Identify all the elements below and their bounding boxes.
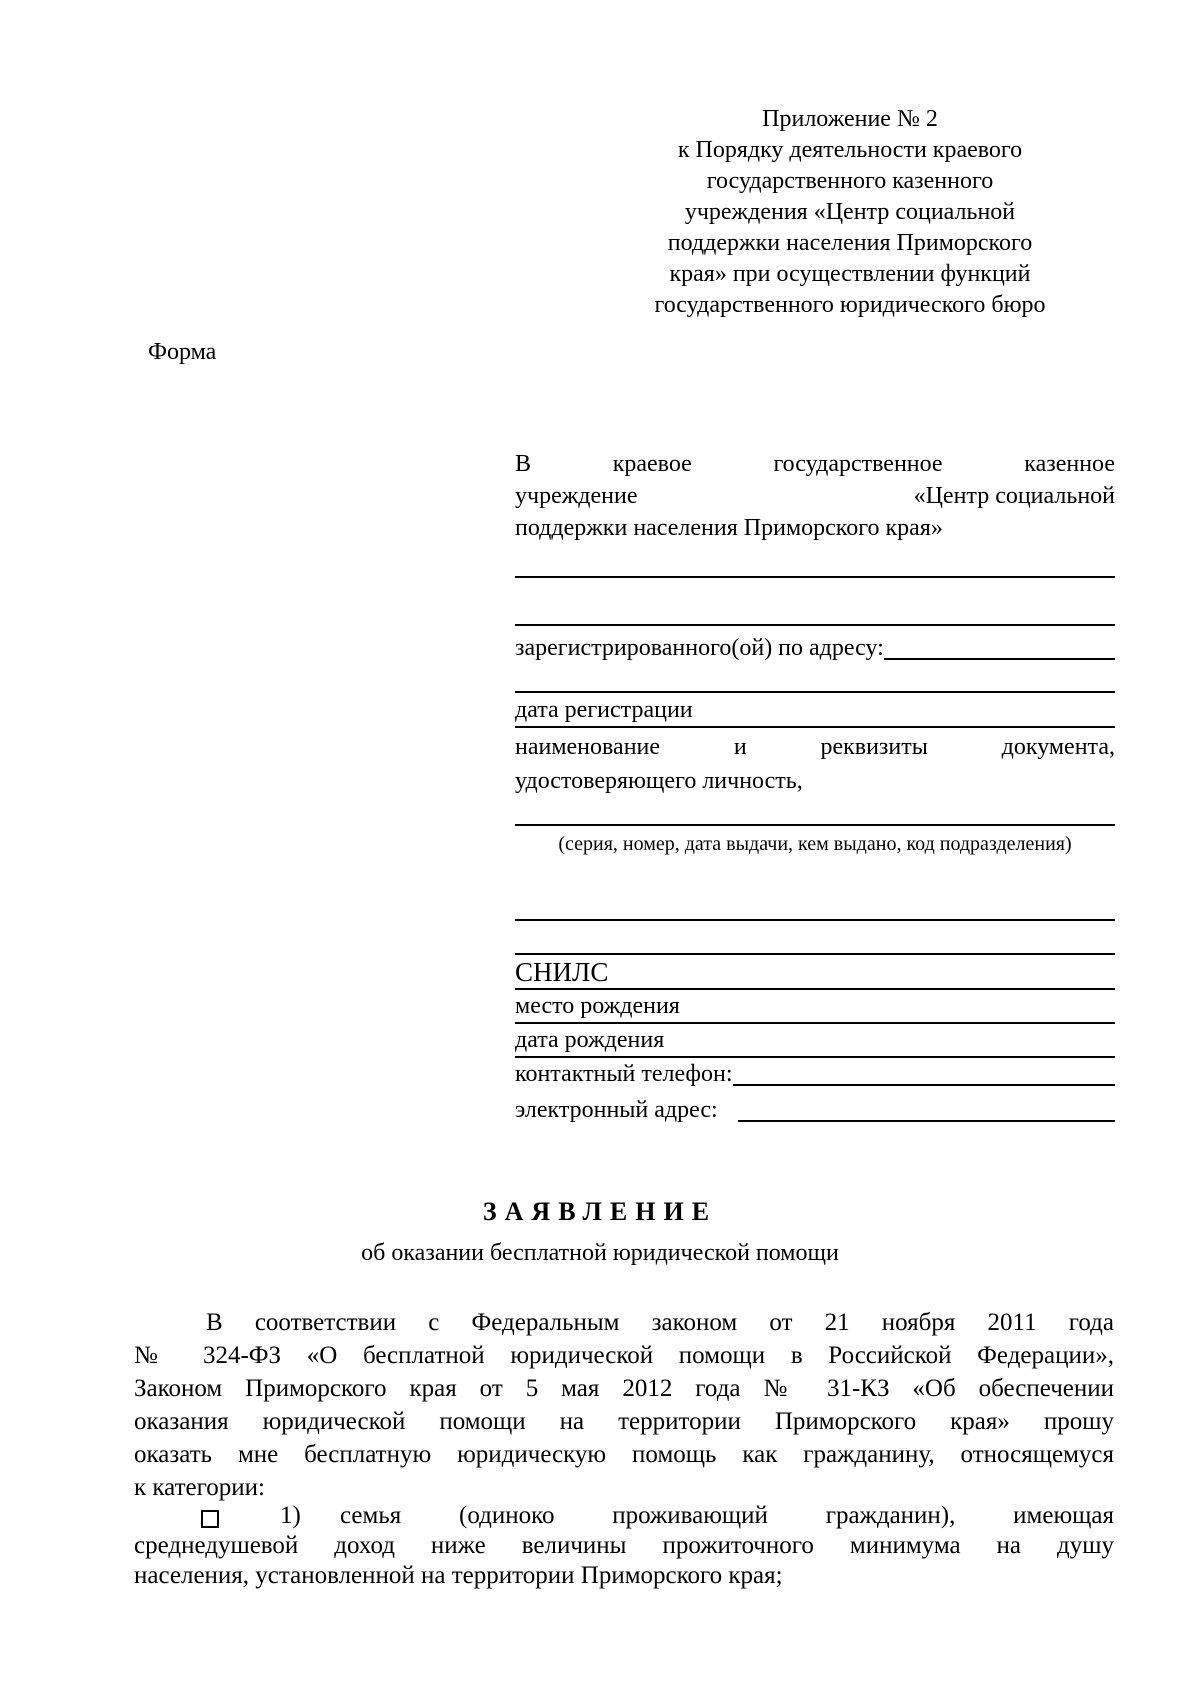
registered-address-field[interactable]: зарегистрированного(ой) по адресу: xyxy=(515,632,1115,664)
birth-date-label: дата рождения xyxy=(515,1027,665,1053)
appendix-line: Приложение № 2 xyxy=(762,106,938,132)
phone-underline[interactable] xyxy=(733,1084,1116,1086)
appendix-header xyxy=(600,104,1100,321)
email-underline[interactable] xyxy=(738,1120,1115,1122)
category-1-line: населения, установленной на территории Приморского края; xyxy=(134,1562,783,1589)
paragraph-line: № 324-ФЗ «О бесплатной юридической помощи в Российской Федерации», xyxy=(134,1342,1114,1369)
appendix-line: государственного казенного xyxy=(706,168,994,194)
category-1-line: семья (одиноко проживающий гражданин), имеющая xyxy=(340,1502,1114,1529)
registration-date-label: дата регистрации xyxy=(515,697,693,723)
statement-title: ЗАЯВЛЕНИЕ xyxy=(482,1197,718,1226)
paragraph-line: к категории: xyxy=(134,1474,265,1501)
category-1-checkbox[interactable] xyxy=(201,1510,219,1528)
paragraph-line: В соответствии с Федеральным законом от 21 ноября 2011 года xyxy=(206,1309,1114,1336)
id-document-label-line-1: наименование и реквизиты документа, xyxy=(515,734,1115,760)
appendix-line: поддержки населения Приморского xyxy=(667,230,1033,256)
appendix-line: края» при осуществлении функций xyxy=(669,261,1031,287)
id-document-line[interactable] xyxy=(515,824,1115,826)
phone-field[interactable]: контактный телефон: xyxy=(515,1058,1115,1090)
id-document-line-3[interactable] xyxy=(515,953,1115,955)
paragraph-line: Законом Приморского края от 5 мая 2012 года № 31-КЗ «Об обеспечении xyxy=(134,1375,1114,1402)
category-1-number: 1) xyxy=(280,1502,301,1529)
snils-label: СНИЛС xyxy=(515,957,609,987)
applicant-name-line-2[interactable] xyxy=(515,624,1115,626)
statement-subtitle: об оказании бесплатной юридической помощи xyxy=(361,1240,839,1266)
registration-date-line[interactable] xyxy=(515,726,1115,728)
category-1-line: среднедушевой доход ниже величины прожиточного минимума на душу xyxy=(134,1532,1114,1559)
email-field[interactable]: электронный адрес: xyxy=(515,1094,1115,1126)
birth-place-label: место рождения xyxy=(515,993,680,1019)
id-document-caption: (серия, номер, дата выдачи, кем выдано, код подразделения) xyxy=(558,833,1072,855)
appendix-line: государственного юридического бюро xyxy=(654,292,1046,318)
addressee-line-2: учреждение «Центр социальной xyxy=(515,483,1115,509)
paragraph-line: оказать мне бесплатную юридическую помощь как гражданину, относящемуся xyxy=(134,1441,1114,1468)
applicant-name-line[interactable] xyxy=(515,576,1115,578)
id-document-label-line-2: удостоверяющего личность, xyxy=(515,768,803,794)
appendix-line: учреждения «Центр социальной xyxy=(684,199,1016,225)
id-document-line-2[interactable] xyxy=(515,919,1115,921)
paragraph-line: оказания юридической помощи на территории Приморского края» прошу xyxy=(134,1408,1114,1435)
registered-address-underline[interactable] xyxy=(884,658,1115,660)
form-label: Форма xyxy=(148,339,217,365)
registered-address-line-2[interactable] xyxy=(515,691,1115,693)
appendix-line: к Порядку деятельности краевого xyxy=(677,137,1023,163)
addressee-line-1: В краевое государственное казенное xyxy=(515,451,1115,477)
addressee-line-3: поддержки населения Приморского края» xyxy=(515,515,943,541)
